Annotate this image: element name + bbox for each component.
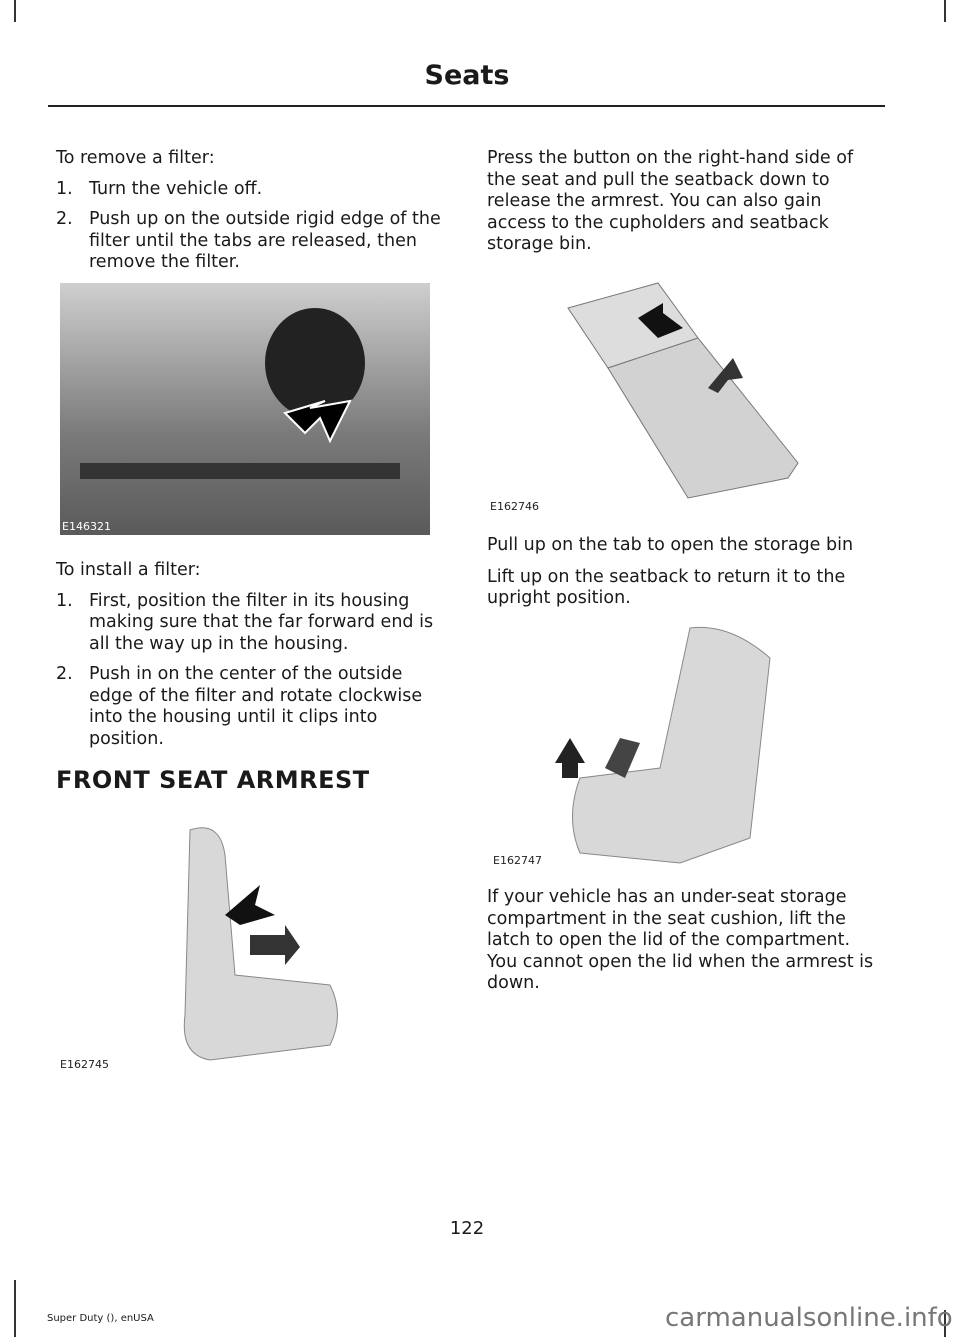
left-column — [56, 148, 448, 283]
paragraph: If your vehicle has an under-seat storage compartment in the seat cushion, lift the latch to open the lid of the compartment. You cannot open the lid when the armrest is down. — [487, 887, 874, 993]
step-number: 2. — [56, 209, 73, 229]
figure-armrest-down — [488, 278, 808, 514]
figure-code: E162747 — [493, 854, 542, 867]
step-number: 2. — [56, 664, 73, 684]
watermark: carmanualsonline.info — [665, 1303, 953, 1333]
page-number: 122 — [449, 1218, 485, 1239]
step-text: Turn the vehicle off. — [89, 178, 263, 199]
list-item — [56, 591, 448, 656]
seat-illustration — [490, 618, 790, 873]
arrow-icon — [555, 738, 585, 778]
crop-mark — [944, 0, 946, 22]
crop-mark — [14, 0, 16, 22]
install-intro: To install a filter: — [56, 560, 201, 580]
arrow-icon — [225, 885, 275, 925]
paragraph: Press the button on the right-hand side of the seat and pull the seatback down to release the armrest. You can also gain access to the cupholders and seatback storage bin. — [487, 148, 854, 254]
right-column — [487, 148, 882, 265]
figure-filter-removal — [60, 283, 430, 535]
step-number: 1. — [56, 590, 73, 611]
step-number: 1. — [56, 178, 73, 199]
arrow-icon — [250, 925, 300, 965]
list-item — [56, 209, 448, 274]
list-item — [56, 664, 448, 750]
crop-mark — [14, 1280, 16, 1337]
left-column-lower — [56, 560, 448, 792]
right-column-mid — [487, 535, 882, 619]
figure-code: E146321 — [62, 520, 111, 533]
section-heading: FRONT SEAT ARMREST — [56, 766, 370, 794]
figure-seatback-up — [490, 618, 790, 873]
step-text: Push up on the outside rigid edge of the filter until the tabs are released, then remove the filter. — [89, 209, 441, 272]
doc-info: Super Duty (), enUSA — [47, 1313, 154, 1324]
step-text: First, position the filter in its housing making sure that the far forward end is all the way up in the housing. — [89, 590, 434, 654]
figure-code: E162745 — [60, 1058, 109, 1071]
filter-illustration — [60, 283, 430, 535]
paragraph: Lift up on the seatback to return it to the upright position. — [487, 566, 846, 608]
step-text: Push in on the center of the outside edge of the filter and rotate clockwise into the housing until it clips into position. — [89, 664, 423, 749]
figure-armrest-seat — [60, 815, 360, 1070]
header-rule — [48, 105, 885, 107]
figure-code: E162746 — [490, 500, 539, 513]
armrest-illustration — [488, 278, 808, 514]
paragraph: Pull up on the tab to open the storage bin — [487, 535, 854, 555]
list-item — [56, 179, 448, 201]
seat-illustration — [60, 815, 360, 1070]
page-title: Seats — [424, 60, 510, 91]
right-column-lower — [487, 887, 882, 1004]
remove-intro: To remove a filter: — [56, 148, 215, 168]
